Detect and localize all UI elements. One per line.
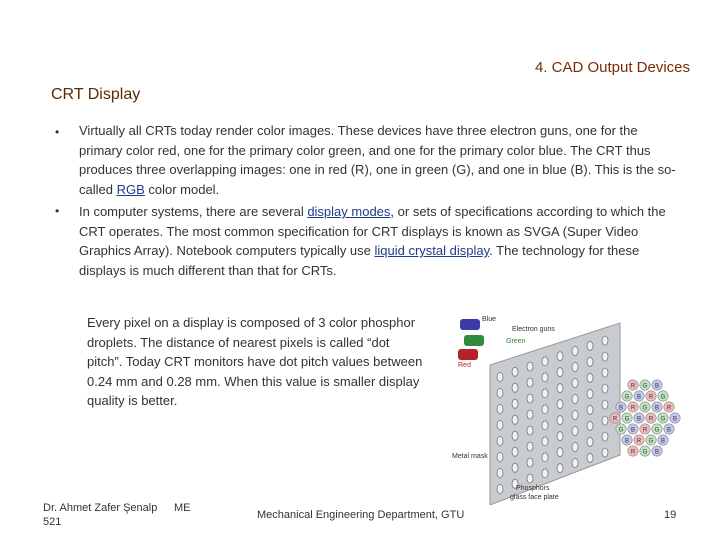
mask-hole — [512, 399, 518, 408]
mask-hole — [527, 474, 533, 483]
mask-hole — [542, 421, 548, 430]
mask-hole — [512, 367, 518, 376]
mask-hole — [542, 405, 548, 414]
mask-hole — [587, 373, 593, 382]
mask-hole — [542, 357, 548, 366]
text-segment: Virtually all CRTs today render color images. These devices have three electron guns, one for the primary color red, one for the primary color green, and one for the primary color blue. The CRT thus produces three overlapping images: one in red (R), one in green (G), and one in blue (B). This is the so-called — [79, 123, 676, 197]
mask-hole — [527, 458, 533, 467]
phosphor-letter: B — [618, 405, 624, 412]
footer-course: ME — [174, 502, 191, 514]
phosphor-letter: B — [636, 394, 642, 401]
page-number: 19 — [664, 509, 677, 521]
dot-pitch-paragraph: Every pixel on a display is composed of 3 color phosphor droplets. The distance of nearest pixels is called “dot pitch”. Today CRT monitors have dot pitch values between 0.24 mm and 0.28 mm. When this value is smaller display quality is better. — [87, 315, 423, 408]
mask-hole — [527, 362, 533, 371]
mask-hole — [572, 459, 578, 468]
mask-hole — [497, 421, 503, 430]
mask-hole — [542, 437, 548, 446]
mask-hole — [497, 469, 503, 478]
phosphor-letter: G — [642, 405, 648, 412]
mask-hole — [542, 469, 548, 478]
mask-hole — [587, 421, 593, 430]
phosphor-letter: B — [624, 438, 630, 445]
phosphors-label: Phosphors — [516, 485, 550, 492]
blue-label: Blue — [482, 316, 497, 323]
phosphor-letter: R — [648, 416, 654, 423]
mask-hole — [497, 437, 503, 446]
phosphor-letter: R — [642, 427, 648, 434]
phosphor-letter: R — [630, 383, 636, 390]
link-liquid-crystal-display[interactable]: liquid crystal display — [374, 243, 490, 258]
text-segment: In computer systems, there are several — [79, 204, 308, 219]
phosphor-letter: G — [642, 449, 648, 456]
crt-pixel-diagram — [440, 305, 710, 505]
mask-hole — [557, 384, 563, 393]
mask-hole — [527, 378, 533, 387]
footer-department: Mechanical Engineering Department, GTU — [257, 509, 465, 521]
mask-hole — [572, 363, 578, 372]
mask-hole — [497, 373, 503, 382]
text-segment: . The technology for these displays is much different than that for CRTs. — [79, 243, 640, 278]
phosphor-letter: G — [654, 427, 660, 434]
mask-hole — [497, 485, 503, 494]
phosphor-letter: G — [648, 438, 654, 445]
mask-hole — [557, 464, 563, 473]
metal-mask — [490, 323, 620, 505]
mask-hole — [572, 427, 578, 436]
mask-hole — [572, 395, 578, 404]
mask-hole — [527, 442, 533, 451]
phosphor-letter: B — [654, 383, 660, 390]
phosphor-letter: R — [630, 449, 636, 456]
phosphor-letter: B — [630, 427, 636, 434]
metal-mask-label: Metal mask — [452, 453, 488, 460]
phosphor-letter: R — [612, 416, 618, 423]
phosphor-letter: G — [618, 427, 624, 434]
phosphor-letter: R — [636, 438, 642, 445]
footer-course-code: 521 — [43, 516, 62, 528]
mask-hole — [572, 379, 578, 388]
phosphor-letter: G — [624, 416, 630, 423]
mask-hole — [587, 437, 593, 446]
mask-hole — [602, 416, 608, 425]
mask-hole — [557, 448, 563, 457]
footer-author: Dr. Ahmet Zafer Şenalp — [43, 502, 158, 514]
red-gun — [458, 349, 478, 360]
section-label: 4. CAD Output Devices — [534, 59, 690, 76]
mask-hole — [527, 410, 533, 419]
bullet-marker: • — [55, 125, 60, 139]
slide-title: CRT Display — [51, 86, 141, 103]
mask-hole — [587, 389, 593, 398]
mask-hole — [557, 368, 563, 377]
bullet-text-display-modes — [79, 202, 679, 280]
phosphor-letter: B — [636, 416, 642, 423]
mask-hole — [602, 400, 608, 409]
mask-hole — [572, 347, 578, 356]
glass-plate-label: glass face plate — [510, 494, 559, 501]
mask-hole — [602, 336, 608, 345]
mask-hole — [602, 352, 608, 361]
mask-hole — [557, 416, 563, 425]
mask-hole — [587, 341, 593, 350]
electron-guns — [458, 319, 484, 360]
mask-hole — [497, 453, 503, 462]
mask-hole — [542, 373, 548, 382]
link-rgb[interactable]: RGB — [116, 181, 145, 197]
phosphor-letter: G — [624, 394, 630, 401]
link-display-modes[interactable]: display modes — [307, 204, 391, 219]
mask-hole — [557, 352, 563, 361]
phosphor-letter: G — [642, 383, 648, 390]
mask-hole — [527, 394, 533, 403]
mask-hole — [572, 411, 578, 420]
text-segment: , or sets of specifications according to which the CRT operates. The most common specification for CRT displays is known as SVGA (Super Video Graphics Array). Notebook computers typically use — [79, 204, 666, 258]
electron-guns-label: Electron guns — [512, 326, 555, 333]
mask-hole — [602, 384, 608, 393]
phosphor-letter: B — [654, 449, 660, 456]
phosphor-letter: G — [660, 394, 666, 401]
mask-hole — [512, 383, 518, 392]
mask-hole — [512, 431, 518, 440]
phosphor-letter: R — [648, 394, 654, 401]
mask-hole — [497, 405, 503, 414]
mask-hole — [602, 448, 608, 457]
phosphor-letter: R — [666, 405, 672, 412]
mask-hole — [542, 389, 548, 398]
green-label: Green — [506, 338, 526, 345]
phosphor-letter: G — [660, 416, 666, 423]
mask-hole — [512, 415, 518, 424]
mask-hole — [587, 405, 593, 414]
green-gun — [464, 335, 484, 346]
phosphor-letter: R — [630, 405, 636, 412]
mask-hole — [557, 400, 563, 409]
phosphor-letter: B — [654, 405, 660, 412]
bullet-marker: • — [55, 204, 60, 218]
mask-hole — [512, 463, 518, 472]
bullet-text-rgb — [79, 121, 679, 199]
mask-hole — [512, 447, 518, 456]
phosphor-letter: B — [666, 427, 672, 434]
mask-hole — [497, 389, 503, 398]
mask-hole — [572, 443, 578, 452]
red-label: Red — [458, 362, 471, 369]
mask-hole — [542, 453, 548, 462]
phosphor-letter: B — [672, 416, 678, 423]
mask-hole — [602, 368, 608, 377]
phosphor-letter: B — [660, 438, 666, 445]
mask-hole — [602, 432, 608, 441]
blue-gun — [460, 319, 480, 330]
text-segment: color model. — [144, 181, 220, 197]
mask-hole — [557, 432, 563, 441]
mask-hole — [587, 453, 593, 462]
mask-hole — [587, 357, 593, 366]
mask-hole — [527, 426, 533, 435]
